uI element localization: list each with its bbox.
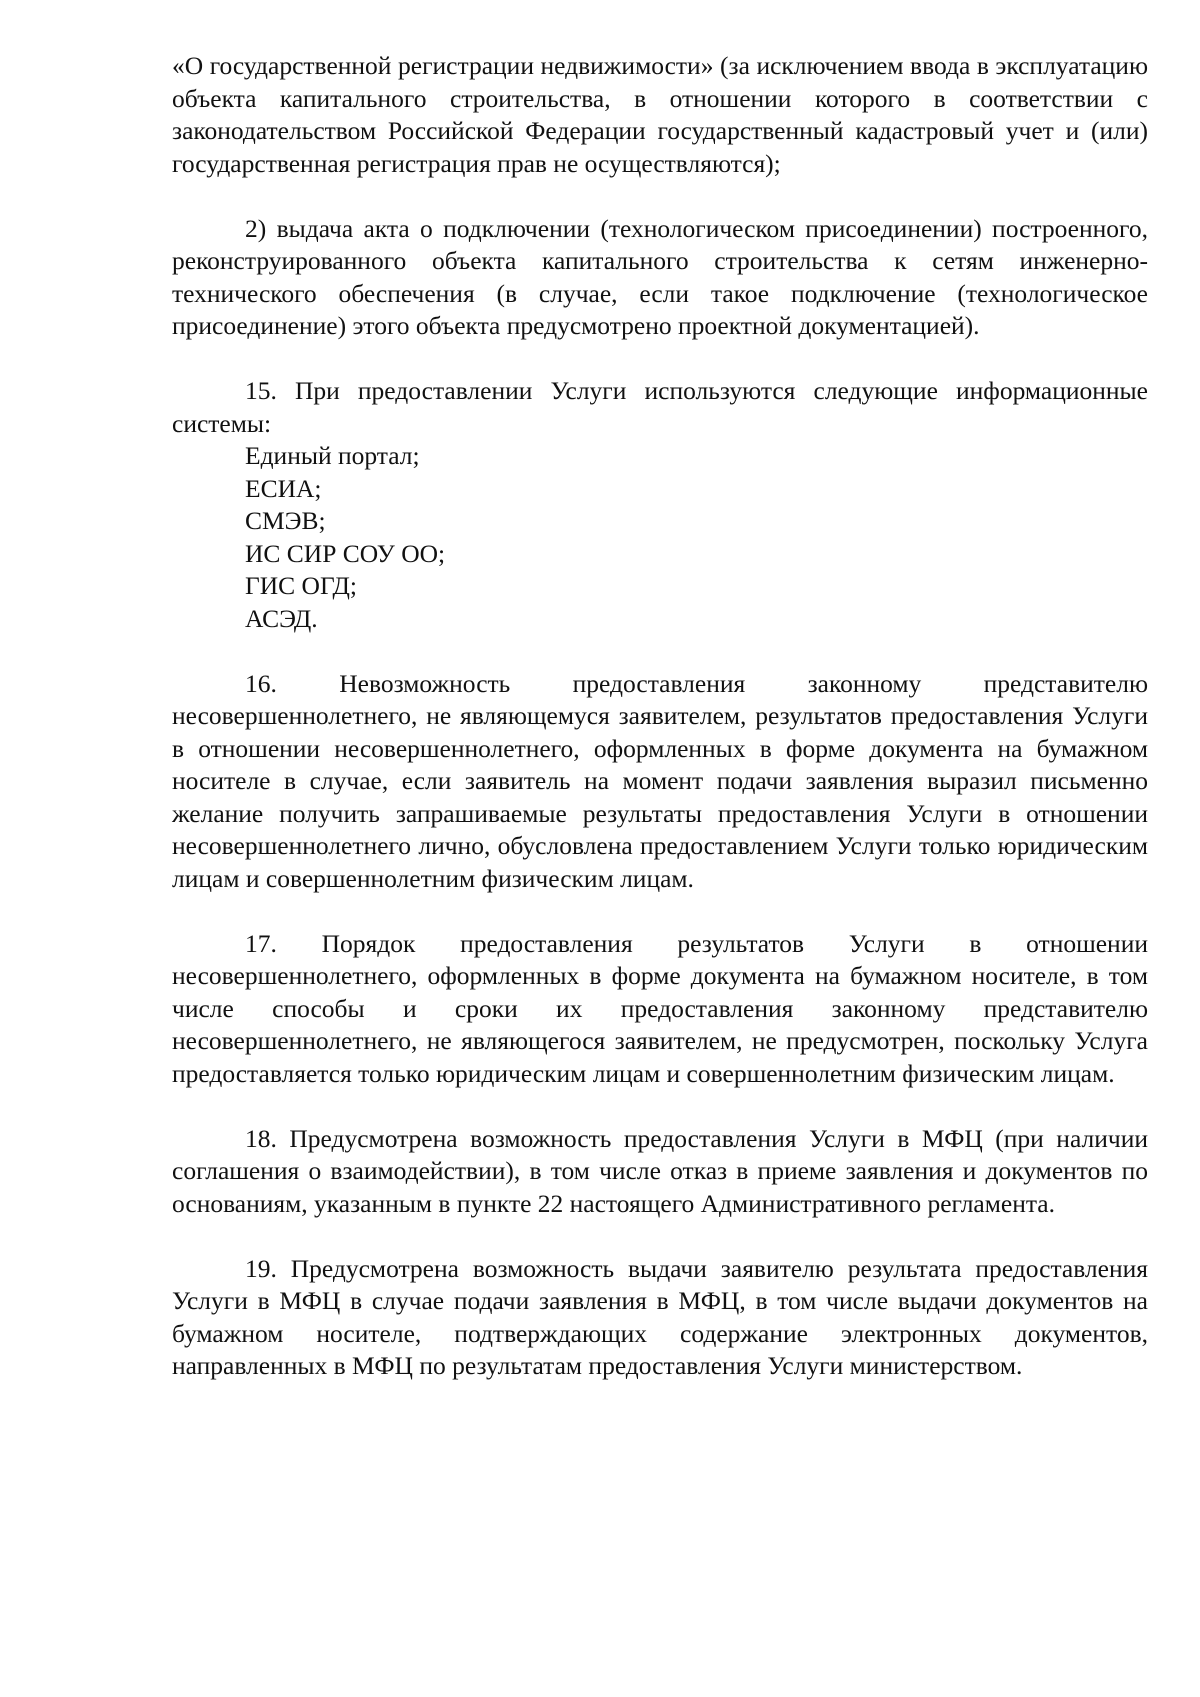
section-18-paragraph: 18. Предусмотрена возможность предоставления Услуги в МФЦ (при наличии соглашения о взаимодействии), в том числе отказ в приеме заявления и документов по основаниям, указанным в пункте 22 настоящего Административного регламента.: [172, 1123, 1148, 1218]
section-16-paragraph: 16. Невозможность предоставления законному представителю несовершеннолетнего, не являющемуся заявителем, результатов предоставления Услуги в отношении несовершеннолетнего, оформленных в форме документа на бумажном носителе в случае, если заявитель на момент подачи заявления выразил письменно желание получить запрашиваемые результаты предоставления Услуги в отношении несовершеннолетнего лично, обусловлена предоставлением Услуги только юридическим лицам и совершеннолетним физическим лицам.: [172, 668, 1148, 893]
information-systems-list: [172, 440, 1148, 635]
list-item: ГИС ОГД;: [245, 571, 357, 600]
list-item: ИС СИР СОУ ОО;: [245, 538, 446, 568]
list-item: АСЭД.: [245, 603, 318, 633]
section-19-paragraph: 19. Предусмотрена возможность выдачи заявителю результата предоставления Услуги в МФЦ в случае подачи заявления в МФЦ, в том числе выдачи документов на бумажном носителе, подтверждающих содержание электронных документов, направленных в МФЦ по результатам предоставления Услуги министерством.: [172, 1253, 1148, 1380]
section-15-paragraph: 15. При предоставлении Услуги используются следующие информационные системы:: [172, 376, 1148, 438]
list-item: ЕСИА;: [245, 473, 322, 503]
section-17-paragraph: 17. Порядок предоставления результатов Услуги в отношении несовершеннолетнего, оформленных в форме документа на бумажном носителе, в том числе способы и сроки их предоставления законному представителю несовершеннолетнего, не являющегося заявителем, не предусмотрен, поскольку Услуга предоставляется только юридическим лицам и совершеннолетним физическим лицам.: [172, 928, 1148, 1088]
item-2-paragraph: 2) выдача акта о подключении (технологическом присоединении) построенного, реконструированного объекта капитального строительства к сетям инженерно-технического обеспечения (в случае, если такое подключение (технологическое присоединение) этого объекта предусмотрено проектной документацией).: [172, 213, 1148, 340]
list-item: СМЭВ;: [245, 506, 326, 535]
list-item: Единый портал;: [245, 441, 420, 470]
document-page: [172, 50, 1148, 1383]
continuation-paragraph: «О государственной регистрации недвижимости» (за исключением ввода в эксплуатацию объекта капитального строительства, в отношении которого в соответствии с законодательством Российской Федерации государственный кадастровый учет и (или) государственная регистрация прав не осуществляются);: [172, 51, 1148, 178]
